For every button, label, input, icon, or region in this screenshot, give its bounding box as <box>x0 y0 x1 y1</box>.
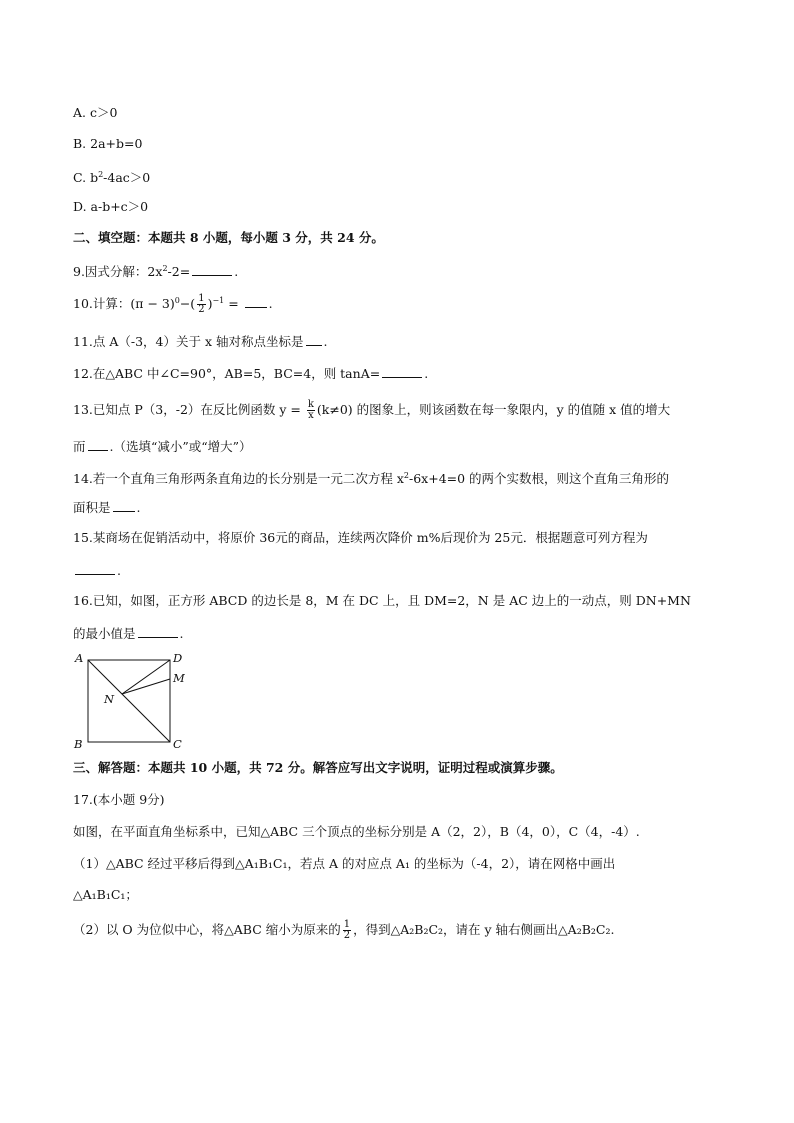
q15-line2-post: . <box>117 563 121 578</box>
option-c-sup: 2 <box>98 170 104 179</box>
label-d: D <box>173 651 183 665</box>
option-c-post: -4ac＞0 <box>103 170 151 186</box>
question-15-line-2 <box>73 562 121 579</box>
q10-expm1: −1 <box>212 296 225 305</box>
question-14-line-2 <box>73 499 141 516</box>
q16-line2-pre: 的最小值是 <box>73 626 136 641</box>
question-17-part-1-line-2: △A₁B₁C₁； <box>73 887 138 902</box>
answer-blank <box>88 438 108 451</box>
q17-den: 2 <box>343 930 351 941</box>
q11-text: 11.点 A（-3，4）关于 x 轴对称点坐标是 <box>73 334 304 349</box>
q10-pre: 10.计算： <box>73 296 131 312</box>
section-3-heading: 三、解答题：本题共 10 小题，共 72 分。解答应写出文字说明，证明过程或演算步骤。 <box>73 760 563 775</box>
question-9 <box>73 261 238 280</box>
question-10 <box>73 293 273 315</box>
square-figure <box>70 648 200 750</box>
q13-num: k <box>307 399 314 410</box>
q17-p2-post: ，得到△A₂B₂C₂，请在 y 轴右侧画出△A₂B₂C₂. <box>353 922 615 937</box>
q9-end: . <box>234 264 239 280</box>
question-13 <box>73 400 670 421</box>
q10-fraction <box>197 294 205 315</box>
q17-num: 1 <box>343 919 351 930</box>
q14-post: -6x+4=0 的两个实数根，则这个直角三角形的 <box>409 471 670 487</box>
q10-den: 2 <box>198 304 205 316</box>
option-b: B. 2a+b=0 <box>73 136 143 151</box>
q14-pre: 14.若一个直角三角形两条直角边的长分别是一元二次方程 x <box>73 471 404 487</box>
q9-pre: 9.因式分解：2x <box>73 264 163 280</box>
q10-close: ) <box>207 296 213 312</box>
q17-p2-pre: （2）以 O 为位似中心，将△ABC 缩小为原来的 <box>73 922 341 937</box>
segment-mn <box>122 679 170 694</box>
q10-expr: (π − 3) <box>130 296 175 312</box>
diagonal-ac <box>88 660 170 742</box>
option-c-pre: C. b <box>73 170 99 186</box>
label-b: B <box>74 737 83 750</box>
q16-line2-post: . <box>179 626 184 641</box>
q10-num: 1 <box>198 293 205 305</box>
q13-line2-post: .（选填“减小”或“增大”） <box>109 439 252 454</box>
question-17-title: 17.(本小题 9分) <box>73 792 165 807</box>
q10-minus: −( <box>179 296 196 312</box>
question-12 <box>73 365 428 382</box>
answer-blank <box>75 562 115 575</box>
q14-sup: 2 <box>403 471 409 480</box>
q13-fraction <box>307 400 315 421</box>
q9-post: -2= <box>167 264 191 280</box>
label-c: C <box>173 737 182 750</box>
q10-exp0: 0 <box>174 296 180 305</box>
q13-den: x <box>308 410 314 421</box>
question-17-part-1: （1）△ABC 经过平移后得到△A₁B₁C₁，若点 A 的对应点 A₁ 的坐标为（-4，2），请在网格中画出 <box>73 856 616 871</box>
segment-dn <box>122 660 170 694</box>
answer-blank <box>245 295 267 308</box>
question-13-line-2 <box>73 438 252 455</box>
answer-blank <box>138 625 178 638</box>
q17-fraction <box>343 920 351 941</box>
q10-eq: = <box>224 296 243 312</box>
answer-blank <box>192 263 232 276</box>
answer-blank <box>382 365 422 378</box>
q13-pre: 13.已知点 P（3，-2）在反比例函数 y = <box>73 402 305 417</box>
q11-end: . <box>323 334 328 349</box>
q13-line2-pre: 而 <box>73 439 86 454</box>
question-15: 15.某商场在促销活动中，将原价 36元的商品，连续两次降价 m%后现价为 25元．根据题意可列方程为 <box>73 530 648 545</box>
q9-sup: 2 <box>162 264 168 273</box>
q10-end: . <box>268 296 273 312</box>
question-16-line-2 <box>73 625 184 642</box>
label-m: M <box>173 671 185 685</box>
option-d: D. a-b+c＞0 <box>73 199 149 214</box>
q12-text: 12.在△ABC 中∠C=90°，AB=5，BC=4，则 tanA= <box>73 366 381 381</box>
q14-line2-post: . <box>136 500 141 515</box>
option-c <box>73 167 150 186</box>
label-n: N <box>104 692 115 706</box>
question-11 <box>73 333 328 350</box>
answer-blank <box>306 333 322 346</box>
section-2-heading: 二、填空题：本题共 8 小题，每小题 3 分，共 24 分。 <box>73 230 384 245</box>
answer-blank <box>113 499 135 512</box>
q13-post: (k≠0) 的图象上，则该函数在每一象限内，y 的值随 x 值的增大 <box>316 402 671 417</box>
option-a: A. c＞0 <box>73 105 118 120</box>
q12-end: . <box>424 366 429 381</box>
question-14 <box>73 468 669 487</box>
question-17-stem: 如图，在平面直角坐标系中，已知△ABC 三个顶点的坐标分别是 A（2，2），B（4，0），C（4，-4）. <box>73 824 640 839</box>
question-16: 16.已知，如图，正方形 ABCD 的边长是 8，M 在 DC 上，且 DM=2，N 是 AC 边上的一动点，则 DN+MN <box>73 593 691 608</box>
question-17-part-2 <box>73 920 614 941</box>
label-a: A <box>75 651 84 665</box>
q14-line2-pre: 面积是 <box>73 500 111 515</box>
